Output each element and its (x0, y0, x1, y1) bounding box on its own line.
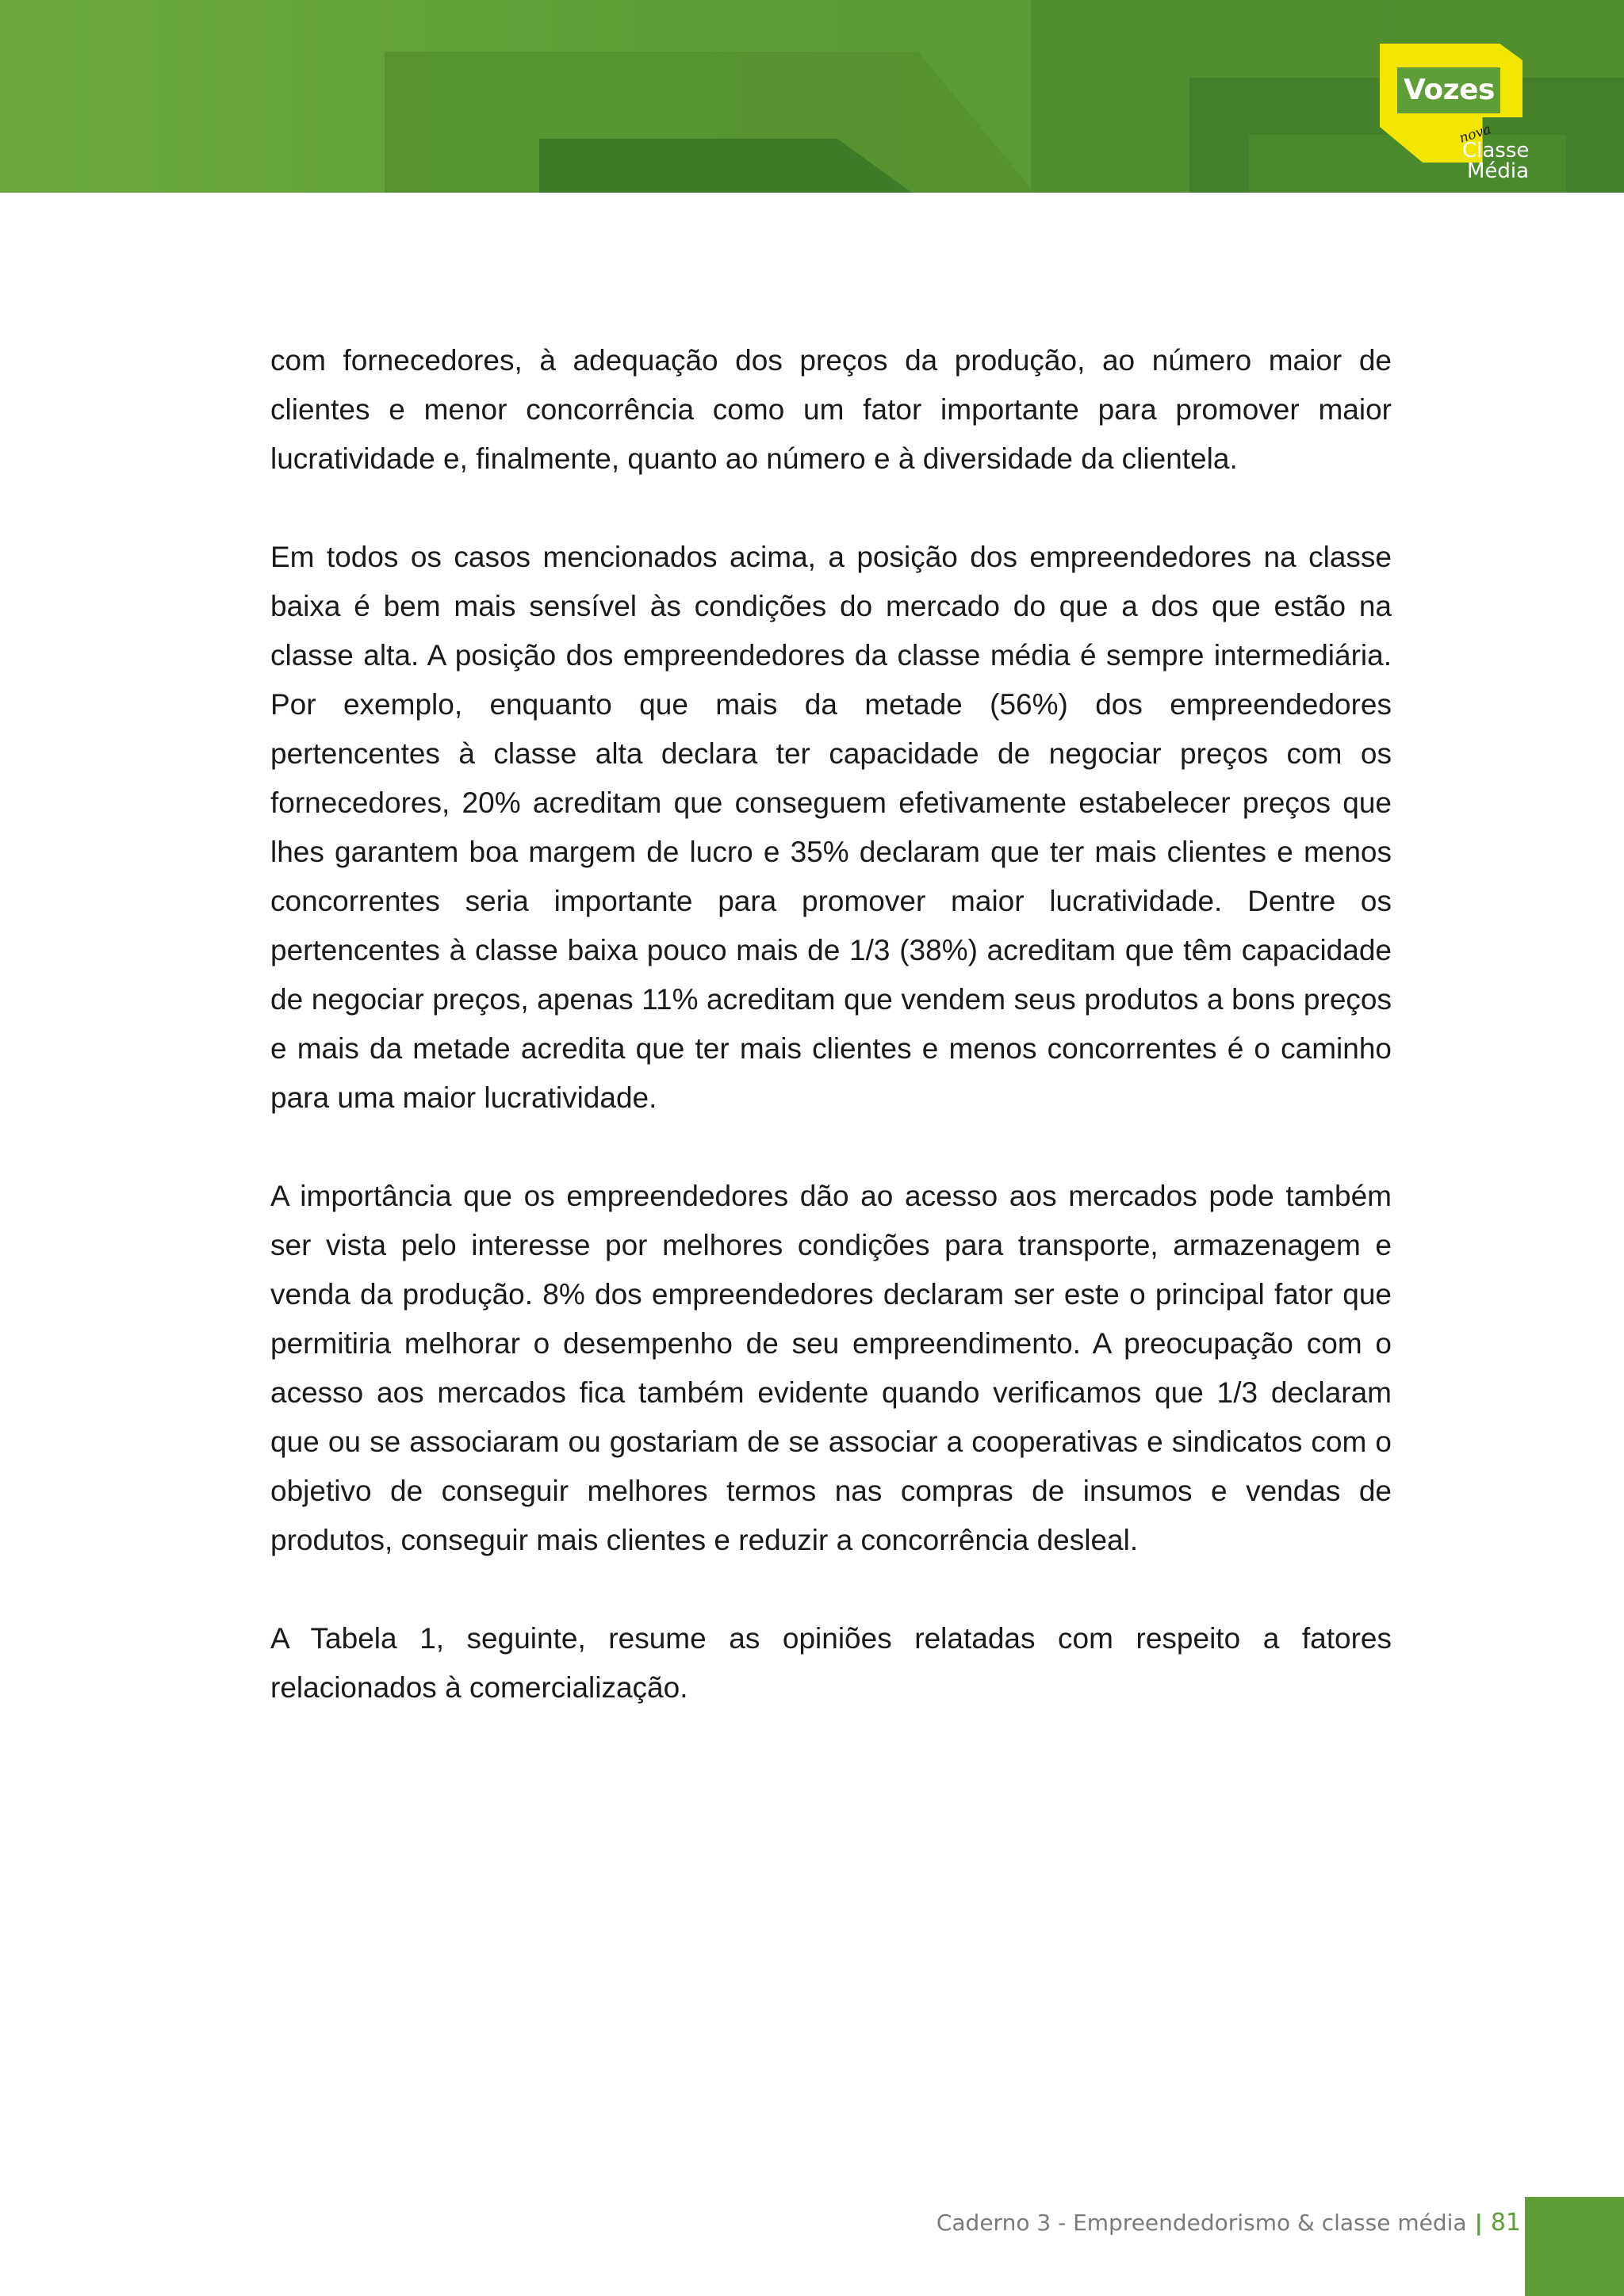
paragraph: A Tabela 1, seguinte, resume as opiniões relatadas com respeito a fatores relacionados à comercialização. (270, 1622, 1392, 1704)
running-title: Caderno 3 - Empreendedorismo & classe média (936, 2209, 1467, 2236)
footer-separator: | (1474, 2209, 1483, 2236)
paragraph: A importância que os empreendedores dão ao acesso aos mercados pode também ser vista pelo interesse por melhores condições para transporte, armazenagem e venda da produção. 8% dos empreendedores declaram ser este o principal fator que permitiria melhorar o desempenho de seu empreendimento. A preocupação com o acesso aos mercados fica também evidente quando verificamos que 1/3 declaram que ou se associaram ou gostariam de se associar a cooperativas e sindicatos com o objetivo de conseguir melhores termos nas compras de insumos e vendas de produtos, conseguir mais clientes e reduzir a concorrência desleal. (270, 1180, 1392, 1556)
logo-word-nova: nova (1457, 121, 1494, 147)
paragraph: Em todos os casos mencionados acima, a posição dos empreendedores na classe baixa é bem mais sensível às condições do mercado do que a dos que estão na classe alta. A posição dos empreendedores da classe média é sempre intermediária. Por exemplo, enquanto que mais da metade (56%) dos empreendedores pertencentes à classe alta declara ter capacidade de negociar preços com os fornecedores, 20% acreditam que conseguem efetivamente estabelecer preços que lhes garantem boa margem de lucro e 35% declaram que ter mais clientes e menos concorrentes seria importante para promover maior lucratividade. Dentre os pertencentes à classe baixa pouco mais de 1/3 (38%) acreditam que têm capacidade de negociar preços, apenas 11% acreditam que vendem seus produtos a bons preços e mais da metade acredita que ter mais clientes e menos concorrentes é o caminho para uma maior lucratividade. (270, 541, 1392, 1114)
header-banner (0, 0, 1624, 193)
footer-green-block (1525, 2197, 1624, 2296)
body-text (270, 336, 1392, 1762)
page-footer (936, 2198, 1521, 2246)
logo-word-vozes: Vozes (1404, 74, 1495, 106)
vozes-logo (1380, 44, 1530, 183)
logo-word-media: Média (1467, 159, 1530, 183)
logo-word-da: da (1440, 142, 1462, 162)
page-number: 81 (1490, 2208, 1521, 2237)
logo-word-classe: Classe (1462, 139, 1530, 163)
paragraph: com fornecedores, à adequação dos preços da produção, ao número maior de clientes e menor concorrência como um fator importante para promover maior lucratividade e, finalmente, quanto ao número e à diversidade da clientela. (270, 344, 1392, 475)
